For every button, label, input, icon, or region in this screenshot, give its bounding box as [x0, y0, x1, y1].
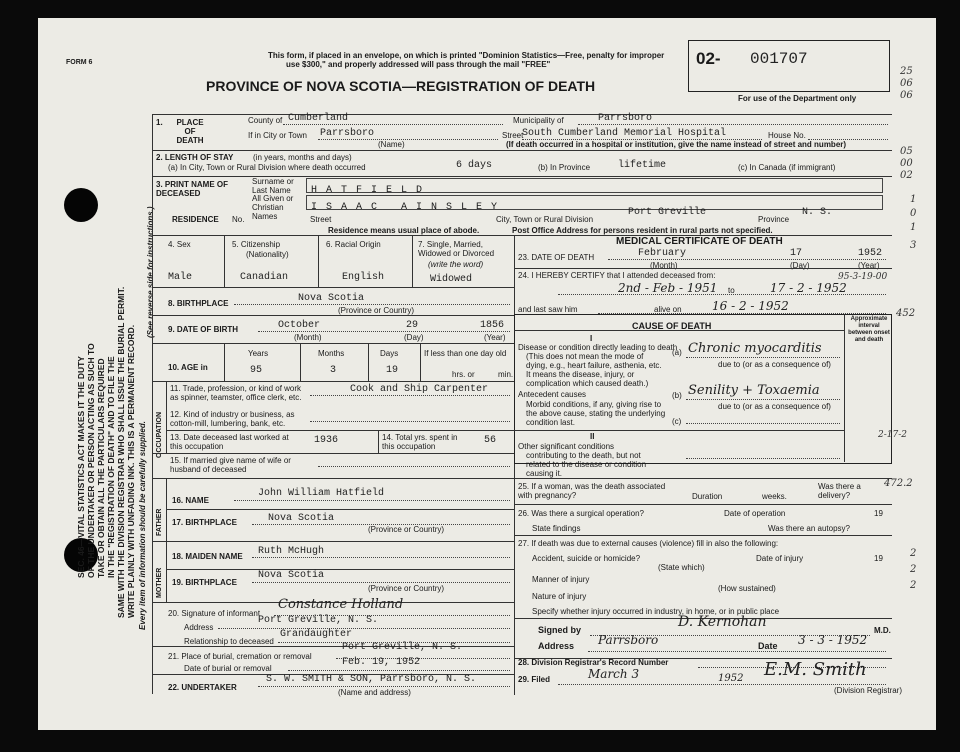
- form-number: FORM 6: [66, 59, 93, 66]
- disease-label: Disease or condition directly leading to death: [518, 343, 678, 352]
- age-lessday-label: If less than one day old: [424, 349, 507, 358]
- residence-street-label: Street: [310, 215, 332, 224]
- antecedent-note: Morbid conditions, if any, giving rise to the above cause, stating the underlying condition last.: [526, 400, 666, 427]
- divider-m2: [514, 478, 892, 479]
- father-name-label: 16. NAME: [172, 496, 209, 505]
- birthplace-sub: (Province or Country): [338, 306, 415, 315]
- side-instruction-5: SAME WITH THE DIVISION REGISTRAR WHO SHALL ISSUE THE BURIAL PERMIT.: [116, 286, 126, 618]
- side-instruction-3: TAKE OR OBTAIN ALL THE PARTICULARS REQUIRED: [96, 358, 106, 578]
- surname-cells: [306, 178, 883, 193]
- margin-code-12: 2: [910, 564, 917, 575]
- mother-name: Ruth McHugh: [258, 546, 325, 557]
- total-years-value: 56: [484, 435, 497, 446]
- industry-label: 12. Kind of industry or business, as cotton-mill, lumbering, bank, etc.: [170, 410, 295, 428]
- wife-label: 15. If married give name of wife or husband of deceased: [170, 456, 291, 474]
- occupation-sep: [166, 381, 167, 453]
- divider-5: [152, 315, 514, 316]
- age-months: 3: [330, 365, 337, 376]
- dob-day: 29: [406, 320, 419, 331]
- divider-10: [152, 478, 514, 479]
- municipality-label: Municipality of: [513, 116, 564, 125]
- filed-date: March 3: [588, 667, 640, 681]
- residence-city: Port Greville: [628, 207, 707, 218]
- registration-prefix: 02-: [696, 49, 721, 68]
- age-days-label: Days: [380, 349, 399, 358]
- death-day-cap: (Day): [790, 261, 810, 270]
- cause-interval-col: [844, 314, 845, 462]
- divider-13: [166, 569, 514, 570]
- mother-birthplace: Nova Scotia: [258, 570, 325, 581]
- frame-top: [152, 114, 892, 115]
- undertaker-value: S. W. SMITH & SON, Parrsboro, N. S.: [266, 674, 477, 685]
- phys-date-label: Date: [758, 641, 778, 651]
- father-section-label: FATHER: [156, 508, 163, 536]
- age-min-label: min.: [498, 370, 514, 379]
- accident-label: Accident, suicide or homicide?: [532, 554, 641, 563]
- surname-value: HATFIELD: [311, 185, 432, 193]
- stay-b-label: (b) In Province: [538, 163, 591, 172]
- divider-m1: [514, 268, 892, 269]
- age-col-1: [224, 343, 225, 381]
- father-name-line: [234, 500, 510, 501]
- age-col-4: [420, 343, 421, 381]
- county-value: Cumberland: [288, 113, 349, 124]
- state-which: (State which): [658, 563, 705, 572]
- last-saw-date: 16 - 2 - 1952: [712, 299, 789, 313]
- cause-title: CAUSE OF DEATH: [632, 321, 712, 331]
- injury-date-label: Date of injury: [756, 554, 804, 563]
- mother-section-label: MOTHER: [156, 567, 163, 598]
- col-13-14: [378, 430, 379, 453]
- filed-year: 1952: [718, 673, 744, 684]
- last-saw-label: and last saw him: [518, 305, 578, 314]
- phys-date: 3 - 3 - 1952: [798, 633, 868, 647]
- mother-birthplace-cap: (Province or Country): [368, 584, 445, 593]
- given-label: All Given or Christian Names: [252, 194, 294, 221]
- other-note: contributing to the death, but not related to the disease or condition causing it.: [526, 451, 647, 478]
- cause-a-value: Chronic myocarditis: [688, 341, 822, 356]
- q28: 28. Division Registrar's Record Number: [518, 658, 669, 667]
- op-year: 19: [874, 509, 883, 518]
- maiden-label: 18. MAIDEN NAME: [172, 552, 243, 561]
- city-value: Parrsboro: [320, 128, 375, 139]
- attended-from: 2nd - Feb - 1951: [618, 281, 718, 295]
- divider-8: [166, 430, 514, 431]
- margin-code-7: 1: [910, 194, 917, 205]
- county-line: [283, 124, 503, 125]
- given-cells: [306, 195, 883, 210]
- punch-hole-top: [64, 188, 98, 222]
- age-col-2: [300, 343, 301, 381]
- residence-city-label: City, Town or Rural Division: [496, 215, 594, 224]
- racial-value: English: [342, 272, 385, 283]
- name-caption: (Name): [378, 140, 405, 149]
- trade-label: 11. Trade, profession, or kind of work as spinner, teamster, office clerk, etc.: [170, 384, 302, 402]
- divider-4: [152, 287, 514, 288]
- registration-number: 001707: [750, 50, 808, 68]
- side-instruction-7: Every item of information should be carefully supplied.: [138, 421, 147, 630]
- death-year-cap: (Year): [858, 261, 880, 270]
- mother-birthplace-line: [252, 582, 510, 583]
- injury-year: 19: [874, 554, 883, 563]
- stay-a-label: (a) In City, Town or Rural Division where death occurred: [168, 163, 366, 172]
- divider-7: [152, 381, 514, 382]
- age-days: 19: [386, 365, 399, 376]
- margin-note-4722: 472.2: [884, 478, 913, 489]
- place-num: 1.: [156, 118, 163, 127]
- death-month: February: [638, 248, 687, 259]
- cause-b-mark: (b): [672, 391, 682, 400]
- last-worked-label: 13. Date deceased last worked at this occupation: [170, 433, 289, 451]
- delivery-label: Was there a delivery?: [818, 482, 861, 500]
- residence-note: Residence means usual place of abode.: [328, 226, 480, 235]
- alive-label: alive on: [654, 305, 682, 314]
- last-worked-value: 1936: [314, 435, 339, 446]
- margin-note-452: 452: [896, 308, 916, 319]
- margin-note-date: 2-17-2: [878, 430, 907, 440]
- certify-label: 24. I HEREBY CERTIFY that I attended deceased from:: [518, 271, 716, 280]
- other-line: [686, 458, 840, 459]
- mother-name-line: [252, 557, 510, 558]
- occupation-section-label: OCCUPATION: [156, 411, 163, 458]
- filed-line: [558, 684, 886, 685]
- sex-value: Male: [168, 272, 193, 283]
- informant-signature: Constance Holland: [278, 597, 404, 612]
- margin-code-4: 05: [900, 146, 913, 157]
- dob-day-cap: (Day): [404, 333, 424, 342]
- col-5-6: [318, 235, 319, 287]
- undertaker-label: 22. UNDERTAKER: [168, 683, 237, 692]
- citizen-sub: (Nationality): [246, 250, 289, 259]
- roman-two: II: [590, 432, 595, 441]
- marital-sub: (write the word): [428, 260, 484, 269]
- informant-address: Port Greville, N. S.: [258, 615, 379, 626]
- state-findings-label: State findings: [532, 524, 581, 533]
- md-label: M.D.: [874, 626, 891, 635]
- margin-code-6: 02: [900, 170, 913, 181]
- marital-value: Widowed: [430, 274, 473, 285]
- father-birthplace-label: 17. BIRTHPLACE: [172, 518, 237, 527]
- where-label: Specify whether injury occurred in industry, in home, or in public place: [532, 607, 780, 616]
- parent-sep: [166, 478, 167, 602]
- po-note: Post Office Address for persons resident in rural parts not specified.: [512, 226, 773, 235]
- total-years-label: 14. Total yrs. spent in this occupation: [382, 433, 458, 451]
- birthplace-label: 8. BIRTHPLACE: [168, 299, 229, 308]
- main-split: [514, 235, 515, 695]
- relationship-label: Relationship to deceased: [184, 637, 274, 646]
- father-birthplace-cap: (Province or Country): [368, 525, 445, 534]
- street-label: Street: [502, 131, 524, 140]
- dob-year-cap: (Year): [484, 333, 506, 342]
- burial-date-label: Date of burial or removal: [184, 664, 272, 673]
- dob-month: October: [278, 320, 321, 331]
- sex-label: 4. Sex: [168, 240, 191, 249]
- phys-address-line: [588, 651, 886, 652]
- trade-value: Cook and Ship Carpenter: [350, 384, 489, 395]
- dob-line: [258, 331, 510, 332]
- how-sustained: (How sustained): [718, 584, 776, 593]
- signed-label: Signed by: [538, 625, 582, 635]
- stay-c-label: (c) In Canada (if immigrant): [738, 163, 836, 172]
- q25: 25. If a woman, was the death associated with pregnancy?: [518, 482, 666, 500]
- municipality-line: [578, 124, 888, 125]
- institution-note: (If death occurred in a hospital or institution, give the name instead of street and number): [506, 140, 847, 149]
- divider-11: [166, 509, 514, 510]
- cause-sub-mid: [514, 430, 844, 431]
- citizen-label: 5. Citizenship: [232, 240, 281, 249]
- death-certificate: [38, 18, 936, 730]
- divider-1: [152, 150, 892, 151]
- cause-b-line: [686, 399, 840, 400]
- antecedent-label: Antecedent causes: [518, 390, 587, 399]
- burial-place-label: 21. Place of burial, cremation or removal: [168, 652, 312, 661]
- age-label: 10. AGE in: [168, 363, 208, 372]
- residence-province-label: Province: [758, 215, 790, 224]
- margin-code-13: 2: [910, 580, 917, 591]
- wife-line: [318, 466, 510, 467]
- cause-c-line: [686, 423, 840, 424]
- phys-address: Parrsboro: [598, 633, 659, 647]
- medical-title: MEDICAL CERTIFICATE OF DEATH: [616, 236, 783, 247]
- stay-label: 2. LENGTH OF STAY: [156, 153, 234, 162]
- relationship-value: Grandaughter: [280, 629, 353, 640]
- informant-address-label: Address: [184, 623, 214, 632]
- dob-label: 9. DATE OF BIRTH: [168, 325, 239, 334]
- margin-code-10: 3: [910, 240, 917, 251]
- interval-label: Approximate interval between onset and death: [848, 316, 890, 343]
- city-line: [318, 139, 498, 140]
- phys-address-label: Address: [538, 641, 575, 651]
- registrar-signature: E.M. Smith: [764, 659, 867, 680]
- manner-label: Manner of injury: [532, 575, 590, 584]
- due-to-b: due to (or as a consequence of): [718, 402, 831, 411]
- municipality-value: Parrsboro: [598, 113, 653, 124]
- frame-left: [152, 114, 153, 694]
- margin-code-2: 06: [900, 78, 913, 89]
- header-notice-1: This form, if placed in an envelope, on which is printed "Dominion Statistics—Free, penalty for improper: [268, 51, 665, 60]
- weeks-label: weeks.: [762, 492, 787, 501]
- death-day: 17: [790, 248, 803, 259]
- department-use-note: For use of the Department only: [738, 94, 857, 103]
- side-instruction-1: SEC. 46—VITAL STATISTICS ACT MAKES IT THE DUTY: [76, 356, 86, 578]
- trade-line: [310, 395, 510, 396]
- dob-year: 1856: [480, 320, 505, 331]
- col-6-7: [412, 235, 413, 287]
- attended-line: [558, 294, 886, 295]
- burial-date-line: [288, 670, 510, 671]
- physician-signature: D. Kernohan: [678, 614, 767, 630]
- age-years: 95: [250, 365, 263, 376]
- divider-6: [152, 343, 514, 344]
- cause-b-value: Senility + Toxaemia: [688, 383, 820, 398]
- stay-b-value: lifetime: [618, 160, 667, 171]
- place-label: PLACE OF DEATH: [176, 118, 204, 145]
- margin-code-5: 00: [900, 158, 913, 169]
- side-instruction-8: (See reverse side for instructions.): [146, 206, 155, 338]
- citizen-value: Canadian: [240, 272, 289, 283]
- death-date-line: [608, 259, 886, 260]
- disease-note: (This does not mean the mode of dying, e.g., heart failure, asthenia, etc. It means the disease, injury, or complication which caused death.): [526, 352, 662, 388]
- margin-code-9: 1: [910, 222, 917, 233]
- divider-12: [152, 541, 514, 542]
- q26: 26. Was there a surgical operation?: [518, 509, 644, 518]
- q27: 27. If death was due to external causes (violence) fill in also the following:: [518, 539, 779, 548]
- divider-m4: [514, 535, 892, 536]
- side-instruction-4: IN THE "REGISTRATION OF DEATH" AND TO FILE THE: [106, 356, 116, 578]
- margin-note-age: 95-3-19-00: [838, 272, 888, 282]
- residence-province: N. S.: [802, 207, 833, 218]
- mother-birthplace-label: 19. BIRTHPLACE: [172, 578, 237, 587]
- attended-to-label: to: [728, 286, 735, 295]
- death-date-label: 23. DATE OF DEATH: [518, 253, 595, 262]
- stay-sub: (in years, months and days): [253, 153, 352, 162]
- attended-to: 17 - 2 - 1952: [770, 281, 847, 295]
- side-instruction-2: OF THE UNDERTAKER OR PERSON ACTING AS SUCH TO: [86, 343, 96, 578]
- burial-date: Feb. 19, 1952: [342, 657, 421, 668]
- given-value: ISAAC AINSLEY: [311, 202, 507, 210]
- cause-a-line: [686, 357, 840, 358]
- registrar-sub: (Division Registrar): [834, 686, 903, 695]
- birthplace-value: Nova Scotia: [298, 293, 365, 304]
- age-years-label: Years: [248, 349, 269, 358]
- city-label: If in City or Town: [248, 131, 307, 140]
- margin-code-1: 25: [900, 66, 913, 77]
- dob-month-cap: (Month): [294, 333, 322, 342]
- death-month-cap: (Month): [650, 261, 678, 270]
- death-year: 1952: [858, 248, 883, 259]
- header-notice-2: use $300," and properly addressed will pass through the mail "FREE": [286, 60, 551, 69]
- q29: 29. Filed: [518, 675, 551, 684]
- age-col-3: [368, 343, 369, 381]
- cause-a-mark: (a): [672, 348, 682, 357]
- due-to-a: due to (or as a consequence of): [718, 360, 831, 369]
- industry-line: [310, 421, 510, 422]
- birthplace-line: [234, 304, 510, 305]
- op-date-label: Date of operation: [724, 509, 786, 518]
- col-4-5: [224, 235, 225, 287]
- father-name: John William Hatfield: [258, 488, 385, 499]
- margin-code-3: 06: [900, 90, 913, 101]
- cause-sub-top: [514, 330, 844, 331]
- surname-label: Surname or Last Name: [252, 177, 294, 195]
- undertaker-sub: (Name and address): [338, 688, 411, 697]
- residence-no-label: No.: [232, 215, 245, 224]
- marital-label: 7. Single, Married, Widowed or Divorced: [418, 240, 495, 258]
- residence-label: RESIDENCE: [172, 215, 219, 224]
- house-label: House No.: [768, 131, 806, 140]
- divider-9: [152, 453, 514, 454]
- name-label: 3. PRINT NAME OF DECEASED: [156, 180, 229, 198]
- street-value: South Cumberland Memorial Hospital: [522, 128, 727, 139]
- duration-label: Duration: [692, 492, 723, 501]
- father-birthplace: Nova Scotia: [268, 513, 335, 524]
- other-label: Other significant conditions: [518, 442, 615, 451]
- stay-a-value: 6 days: [456, 160, 493, 171]
- side-instruction-6: WRITE PLAINLY WITH UNFADING INK. THIS IS A PERMANENT RECORD.: [126, 324, 136, 618]
- age-hrs-label: hrs. or: [452, 370, 475, 379]
- roman-one: I: [590, 334, 593, 343]
- divider-m3: [514, 504, 892, 505]
- burial-place: Port Greville, N. S.: [342, 642, 463, 653]
- informant-address-line: [218, 628, 510, 629]
- nature-label: Nature of injury: [532, 592, 587, 601]
- racial-label: 6. Racial Origin: [326, 240, 381, 249]
- cause-c-mark: (c): [672, 417, 682, 426]
- county-label: County of: [248, 116, 283, 125]
- informant-label: 20. Signature of informant: [168, 609, 261, 618]
- autopsy-label: Was there an autopsy?: [768, 524, 850, 533]
- page-title: PROVINCE OF NOVA SCOTIA—REGISTRATION OF DEATH: [206, 78, 596, 94]
- undertaker-line: [258, 686, 510, 687]
- margin-code-11: 2: [910, 548, 917, 559]
- age-months-label: Months: [318, 349, 345, 358]
- margin-code-8: 0: [910, 208, 917, 219]
